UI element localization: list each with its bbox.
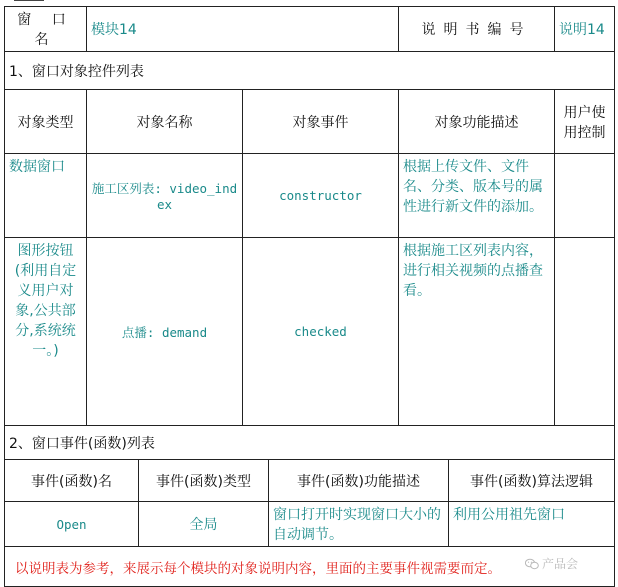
spec-no-label: 说明书编号 — [399, 7, 555, 52]
watermark — [525, 555, 578, 572]
table-row — [5, 238, 615, 426]
spec-no-value: 说明14 — [555, 7, 615, 52]
col-object-name: 对象名称 — [87, 90, 243, 154]
window-name-label: 窗 口 名 — [5, 7, 87, 52]
row1-event: constructor — [243, 154, 399, 238]
watermark-text: 产品会 — [541, 557, 578, 571]
cropped-top-mark — [14, 0, 44, 4]
func-row1-name: Open — [5, 502, 139, 547]
section1-title: 1、窗口对象控件列表 — [5, 52, 615, 90]
note-text: 以说明表为参考，来展示每个模块的对象说明内容，里面的主要事件视需要而定。 — [5, 547, 615, 587]
col-object-type: 对象类型 — [5, 90, 87, 154]
row1-type: 数据窗口 — [5, 154, 87, 238]
row1-control — [555, 154, 615, 238]
col-func-logic: 事件(函数)算法逻辑 — [449, 460, 615, 502]
section2-header-row — [5, 460, 615, 502]
section1-title-row — [5, 52, 615, 90]
row2-type: 图形按钮(利用自定义用户对象,公共部分,系统统一。) — [5, 238, 87, 426]
section2-title-row — [5, 426, 615, 460]
window-name-value: 模块14 — [87, 7, 399, 52]
func-row1-type: 全局 — [139, 502, 269, 547]
col-func-type: 事件(函数)类型 — [139, 460, 269, 502]
col-object-desc: 对象功能描述 — [399, 90, 555, 154]
row2-desc: 根据施工区列表内容，进行相关视频的点播查看。 — [399, 238, 555, 426]
spec-sheet — [4, 6, 614, 578]
row2-control — [555, 238, 615, 426]
row1-name: 施工区列表: video_index — [87, 154, 243, 238]
row1-desc: 根据上传文件、文件名、分类、版本号的属性进行新文件的添加。 — [399, 154, 555, 238]
wechat-logo-icon — [525, 558, 539, 570]
col-func-desc: 事件(函数)功能描述 — [269, 460, 449, 502]
func-row1-logic: 利用公用祖先窗口 — [449, 502, 615, 547]
func-row1-desc: 窗口打开时实现窗口大小的自动调节。 — [269, 502, 449, 547]
header-row — [5, 7, 615, 52]
col-user-control: 用户使用控制 — [555, 90, 615, 154]
col-object-event: 对象事件 — [243, 90, 399, 154]
table-row — [5, 154, 615, 238]
table-row — [5, 502, 615, 547]
spec-table — [4, 6, 615, 587]
note-row — [5, 547, 615, 587]
col-func-name: 事件(函数)名 — [5, 460, 139, 502]
row2-event: checked — [243, 238, 399, 426]
row2-name: 点播: demand — [87, 238, 243, 426]
section1-header-row — [5, 90, 615, 154]
section2-title: 2、窗口事件(函数)列表 — [5, 426, 615, 460]
